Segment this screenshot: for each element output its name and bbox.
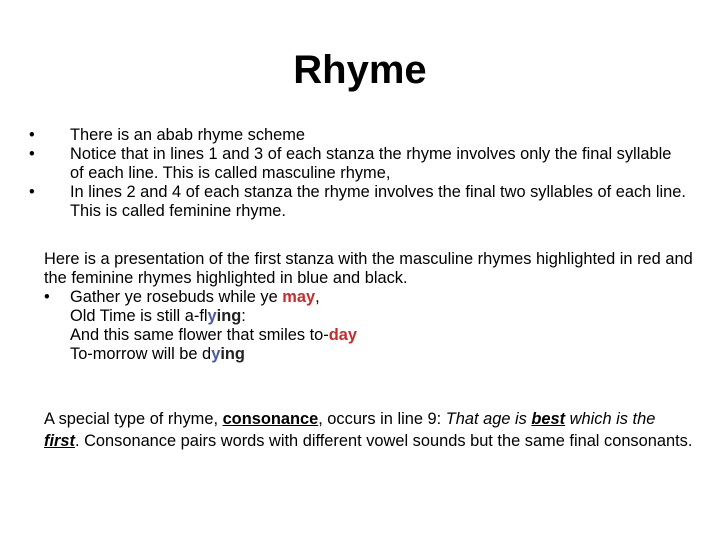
feminine-rhyme-ending: ing: [220, 345, 245, 363]
poem-line-text: And this same flower that smiles to-: [70, 326, 329, 344]
consonance-paragraph: [44, 408, 694, 452]
bullet-item: [26, 145, 686, 183]
quote-text: That age is: [445, 410, 532, 428]
masculine-rhyme: may: [282, 288, 316, 306]
punctuation: ,: [315, 288, 320, 306]
bullet-list: [26, 126, 686, 221]
consonance-text: A special type of rhyme,: [44, 410, 223, 428]
feminine-rhyme-vowel: y: [207, 307, 217, 325]
bullet-text: There is an abab rhyme scheme: [70, 126, 306, 144]
poem-line-1: [44, 288, 694, 307]
bullet-item: [26, 126, 686, 145]
poem-line-text: To-morrow will be d: [70, 345, 212, 363]
poem-bullet-marker: •: [44, 288, 50, 306]
consonance-word: best: [531, 410, 566, 428]
bullet-item: [26, 183, 686, 221]
consonance-text: , occurs in line 9:: [318, 410, 446, 428]
quote-text: which is the: [569, 410, 656, 428]
consonance-term: consonance: [222, 410, 319, 428]
bullet-marker: •: [29, 126, 35, 144]
intro-text: Here is a presentation of the first stanza with the masculine rhymes highlighted in red and the feminine rhymes highlighted in blue and black.: [44, 250, 693, 287]
feminine-rhyme-ending: ing: [216, 307, 242, 325]
masculine-rhyme: day: [328, 326, 357, 344]
stanza-intro: [44, 250, 694, 364]
bullet-text: In lines 2 and 4 of each stanza the rhyme involves the final two syllables of each line. This is called feminine rhyme.: [70, 183, 686, 220]
poem-line-4: [44, 345, 694, 364]
poem-line-text: Gather ye rosebuds while ye: [70, 288, 283, 306]
feminine-rhyme-vowel: y: [211, 345, 221, 363]
poem-line-2: [44, 307, 694, 326]
consonance-word: first: [44, 432, 75, 450]
bullet-marker: •: [29, 145, 35, 163]
bullet-marker: •: [29, 183, 35, 201]
poem-line-text: Old Time is still a-fl: [70, 307, 208, 325]
slide-title: Rhyme: [293, 48, 427, 92]
punctuation: :: [241, 307, 246, 325]
bullet-text: Notice that in lines 1 and 3 of each stanza the rhyme involves only the final syllable of each line. This is called masculine rhyme,: [70, 145, 672, 182]
consonance-text: . Consonance pairs words with different vowel sounds but the same final consonants.: [74, 432, 693, 450]
poem-line-3: [44, 326, 694, 345]
